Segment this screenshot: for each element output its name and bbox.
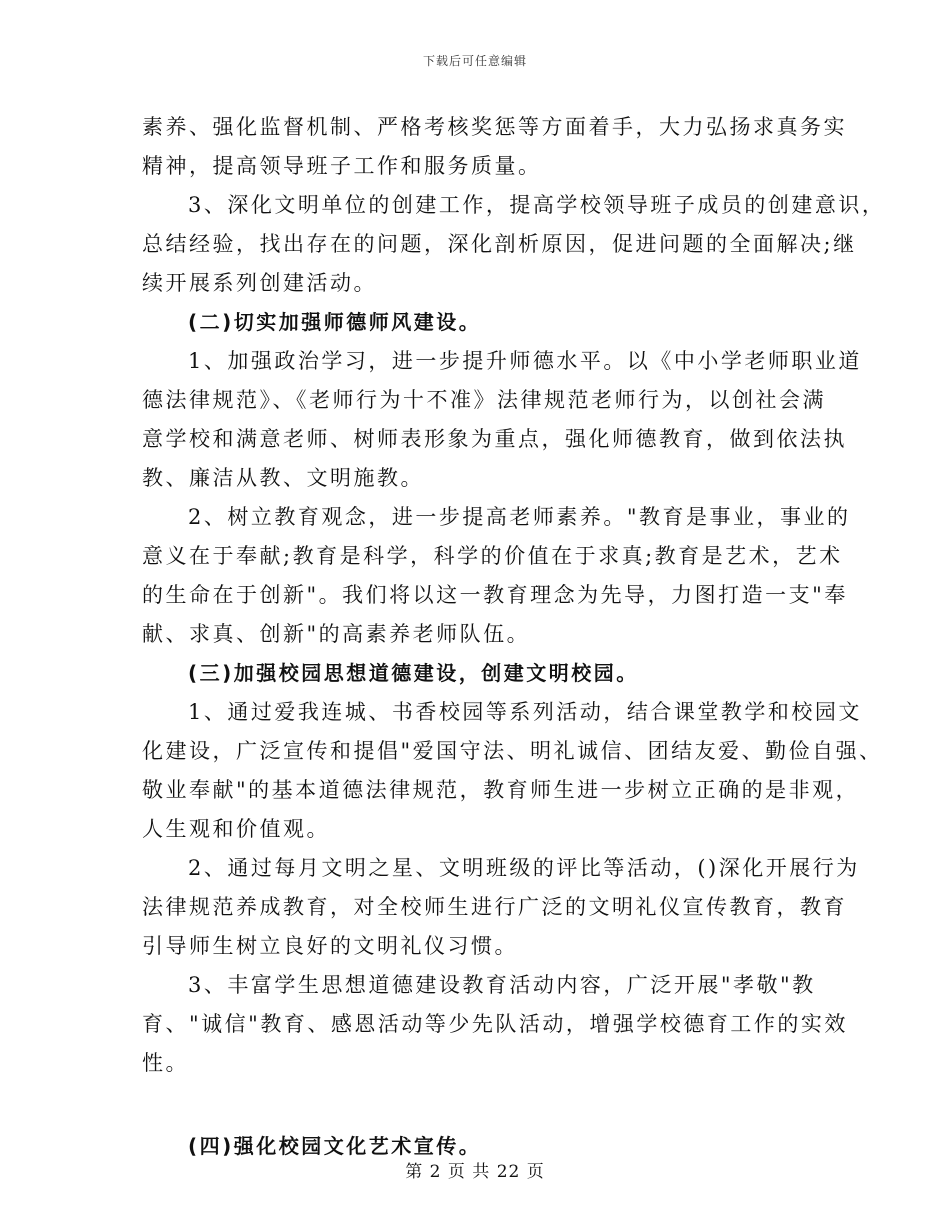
body-line: 法律规范养成教育，对全校师生进行广泛的文明礼仪宣传教育，教育 (142, 895, 847, 919)
body-line: 意义在于奉献;教育是科学，科学的价值在于求真;教育是艺术，艺术 (142, 544, 843, 568)
body-line: 敬业奉献"的基本道德法律规范，教育师生进一步树立正确的是非观， (142, 778, 860, 802)
body-line: 3、深化文明单位的创建工作，提高学校领导班子成员的创建意识， (188, 193, 886, 217)
body-line: 的生命在于创新"。我们将以这一教育理念为先导，力图打造一支"奉 (142, 583, 848, 607)
paragraph-gap (142, 1083, 822, 1127)
body-line: 精神，提高领导班子工作和服务质量。 (142, 154, 542, 178)
body-line: 素养、强化监督机制、严格考核奖惩等方面着手，大力弘扬求真务实 (142, 115, 847, 139)
body-line: 2、通过每月文明之星、文明班级的评比等活动，()深化开展行为 (188, 856, 860, 880)
section-heading: (三)加强校园思想道德建设，创建文明校园。 (188, 661, 639, 685)
body-line: 性。 (142, 1051, 189, 1075)
body-line: 引导师生树立良好的文明礼仪习惯。 (142, 934, 518, 958)
body-line: 意学校和满意老师、树师表形象为重点，强化师德教育，做到依法执 (142, 427, 847, 451)
body-line: 总结经验，找出存在的问题，深化剖析原因，促进问题的全面解决;继 (142, 232, 857, 256)
body-line: 2、树立教育观念，进一步提高老师素养。"教育是事业，事业的 (188, 505, 851, 529)
body-line: 1、加强政治学习，进一步提升师德水平。以《中小学老师职业道 (188, 349, 862, 373)
body-line: 教、廉洁从教、文明施教。 (142, 466, 424, 490)
body-line: 续开展系列创建活动。 (142, 271, 377, 295)
body-line: 献、求真、创新"的高素养老师队伍。 (142, 622, 531, 646)
body-line: 德法律规范》、《老师行为十不准》法律规范老师行为，以创社会满 (142, 388, 826, 412)
page-header: 下载后可任意编辑 (422, 54, 527, 68)
page-number: 第 2 页 共 22 页 (405, 1162, 545, 1182)
document-body (142, 108, 886, 1166)
body-line: 化建设，广泛宣传和提倡"爱国守法、明礼诚信、团结友爱、勤俭自强、 (142, 739, 883, 763)
section-heading: (四)强化校园文化艺术宣传。 (188, 1134, 482, 1158)
body-line: 3、丰富学生思想道德建设教育活动内容，广泛开展"孝敬"教 (188, 973, 816, 997)
body-line: 人生观和价值观。 (142, 817, 330, 841)
body-line: 育、"诚信"教育、感恩活动等少先队活动，增强学校德育工作的实效 (142, 1012, 848, 1036)
body-line: 1、通过爱我连城、书香校园等系列活动，结合课堂教学和校园文 (188, 700, 862, 724)
section-heading: (二)切实加强师德师风建设。 (188, 310, 482, 334)
